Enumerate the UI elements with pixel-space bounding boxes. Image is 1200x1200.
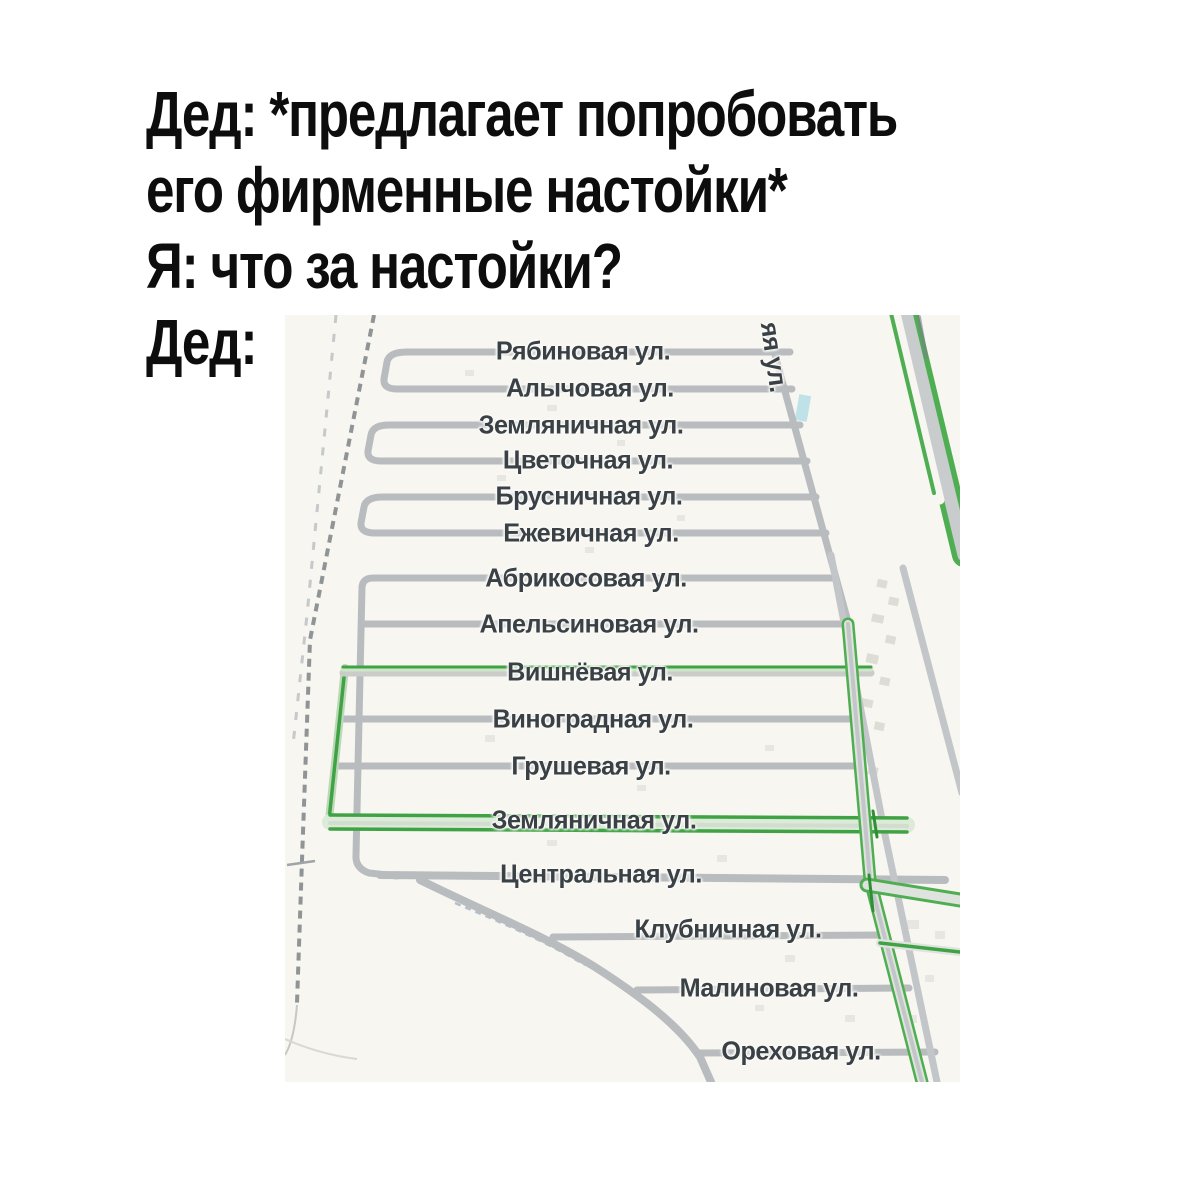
map-image	[285, 315, 960, 1082]
meme-caption-text: Я: что за настойки?	[146, 230, 622, 302]
street-label: Ежевичная ул.	[503, 517, 679, 548]
street-label-vertical: яя ул.	[754, 320, 795, 394]
street-label: Земляничная ул.	[478, 409, 684, 440]
meme-caption-line	[146, 76, 1085, 152]
street-label: Малиновая ул.	[679, 972, 859, 1003]
meme-caption-text: Дед: *предлагает попробовать	[146, 78, 898, 150]
street-label: Ореховая ул.	[721, 1035, 881, 1066]
street-labels	[285, 315, 960, 1082]
street-label: Виноградная ул.	[492, 703, 694, 734]
street-label: Цветочная ул.	[502, 444, 674, 475]
street-label: Абрикосовая ул.	[485, 562, 687, 593]
meme-caption-line	[146, 152, 1085, 228]
street-label: Брусничная ул.	[495, 480, 683, 511]
street-label: Центральная ул.	[500, 858, 702, 889]
street-label: Клубничная ул.	[634, 913, 822, 944]
street-label: Алычовая ул.	[506, 372, 674, 403]
street-label: Апельсиновая ул.	[479, 608, 699, 639]
street-label: Грушевая ул.	[511, 750, 671, 781]
street-label: Земляничная ул.	[491, 804, 697, 835]
meme-caption-text: Дед:	[146, 306, 257, 378]
street-label: Вишнёвая ул.	[507, 656, 673, 687]
meme-caption-text: его фирменные настойки*	[146, 154, 787, 226]
meme-caption-line	[146, 228, 1085, 304]
street-label: Рябиновая ул.	[495, 335, 671, 366]
